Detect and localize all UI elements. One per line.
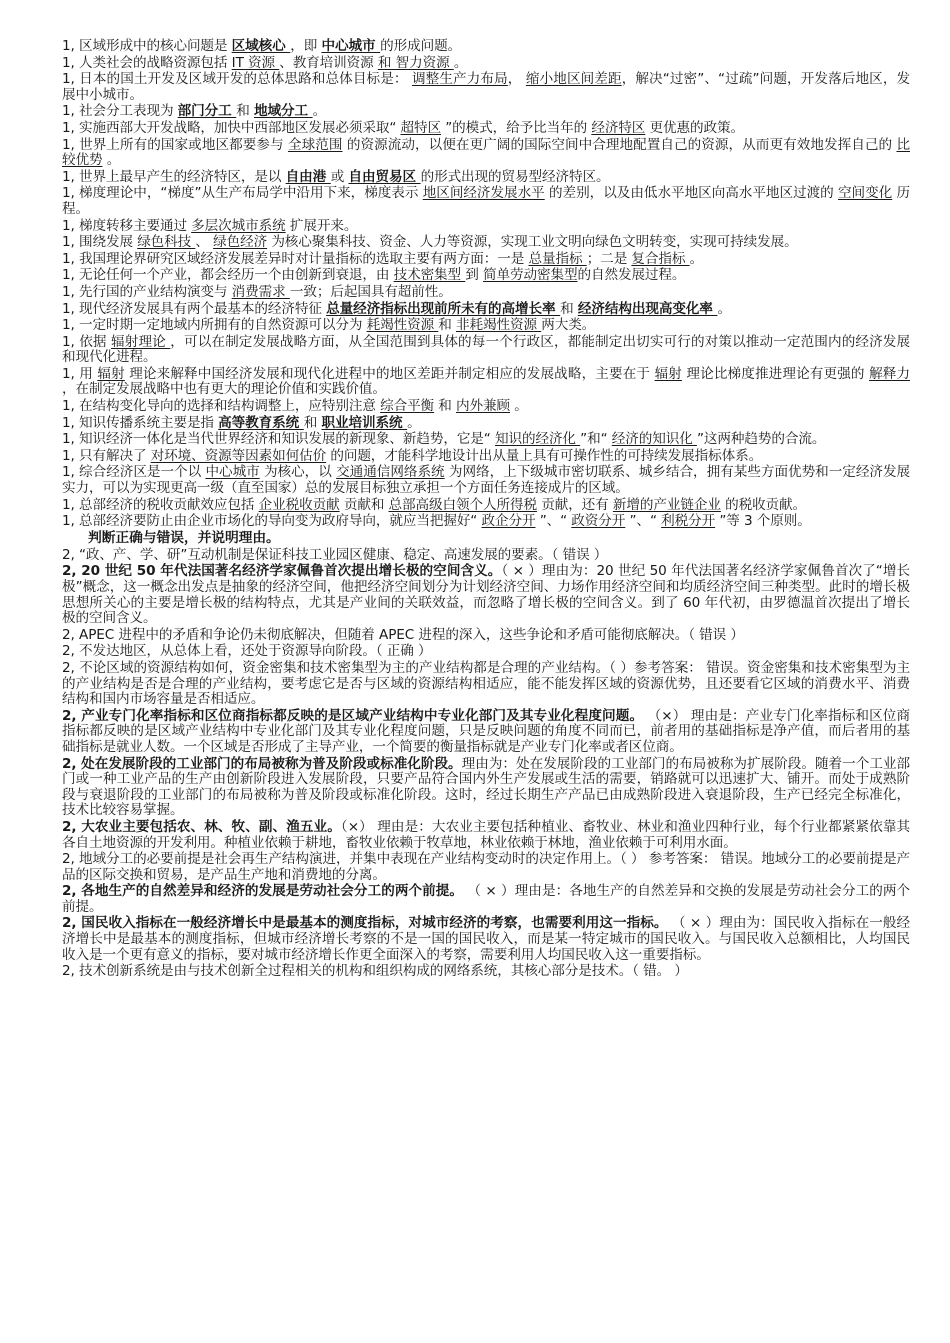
answer-blank: 交通通信网络系统 xyxy=(336,464,445,481)
answer-blank: 消费需求 xyxy=(231,283,290,300)
question-text: 更优惠的政策。 xyxy=(645,119,744,136)
answer-blank: 总量指标 xyxy=(528,250,587,267)
answer-blank: 缩小地区间差距 xyxy=(525,71,622,88)
true-false-item xyxy=(62,628,910,644)
true-false-item xyxy=(62,820,910,851)
question-text: 2, 技术创新系统是由与技术创新全过程相关的机构和组织构成的网络系统，其核心部分是技术。（ 错。 ） xyxy=(62,963,688,980)
question-text: 的自然发展过程。 xyxy=(577,267,686,284)
question-text: 2, 处在发展阶段的工业部门的布局被称为普及阶段或标准化阶段。 xyxy=(62,755,462,772)
answer-blank: 利税分开 xyxy=(661,513,716,530)
question-text: 1, 围绕发展 xyxy=(62,234,138,251)
question-text: 1, 一定时期一定地域内所拥有的自然资源可以分为 xyxy=(62,317,367,334)
question-text: （ × ）理由是：各地生产的自然差异和交换的发展是劳动社会分工的两个前提。 xyxy=(62,883,910,915)
answer-blank: 高等教育系统 xyxy=(218,414,304,431)
question-text: 贡献，还有 xyxy=(536,496,613,513)
question-text: 的税收贡献。 xyxy=(720,496,807,513)
answer-blank: 辐射理论 xyxy=(111,333,171,350)
question-text: 的差别，以及由低水平地区向高水平地区过渡的 xyxy=(544,185,838,202)
document-page xyxy=(62,38,910,980)
question-text: 。 xyxy=(102,152,121,169)
fill-blank-item xyxy=(62,186,910,217)
question-text: 理论比梯度推进理论有更强的 xyxy=(681,365,870,382)
answer-blank: 中心城市 xyxy=(321,38,381,54)
fill-blank-item xyxy=(62,121,910,137)
true-false-item xyxy=(62,916,910,963)
question-text: 或 xyxy=(330,168,349,185)
answer-blank: 职业培训系统 xyxy=(321,414,408,431)
question-text: ， xyxy=(507,71,526,88)
question-text: ”等 3 个原则。 xyxy=(715,513,811,530)
answer-blank: 空间变化 xyxy=(837,185,893,202)
answer-blank: 经济特区 xyxy=(591,119,646,136)
answer-blank: 超特区 xyxy=(400,119,441,136)
fill-blank-item xyxy=(62,465,910,496)
question-text: 。 xyxy=(453,54,468,71)
question-text: 2, 国民收入指标在一般经济增长中是最基本的测度指标，对城市经济的考察，也需要利用这一指标。 xyxy=(62,915,668,932)
answer-blank: 部门分工 xyxy=(177,103,237,120)
fill-in-blank-section xyxy=(62,39,910,530)
answer-blank: 内外兼顾 xyxy=(456,398,510,415)
answer-blank: 多层次城市系统 xyxy=(191,217,286,234)
question-text: 和 xyxy=(303,414,322,431)
question-text: 1, 实施西部大开发战略，加快中西部地区发展必须采取“ xyxy=(62,119,401,136)
question-text: 1, 用 xyxy=(62,365,98,382)
answer-blank: 对环境、资源等因素如何估价 xyxy=(150,447,327,464)
question-text: 2, 产业专门化率指标和区位商指标都反映的是区域产业结构中专业化部门及其专业化程度问题。 xyxy=(62,707,644,724)
question-text: 1, 总部经济要防止由企业市场化的导向变为政府导向，就应当把握好“ xyxy=(62,513,482,530)
fill-blank-item xyxy=(62,285,910,301)
question-text: （ × ）理由为：国民收入指标在一般经济增长中是最基本的测度指标，但城市经济增长考察的不是一国的国民收入，而是某一特定城市的国民收入。与国民收入总额相比，人均国民收入是一个更有意义的指标，要对城市经济增长作更全面深入的考察，需要利用人均国民收入这一重要指标。 xyxy=(62,915,910,963)
answer-blank: 耗竭性资源 xyxy=(366,317,439,334)
question-text: 2, 不论区域的资源结构如何，资金密集和技术密集型为主的产业结构都是合理的产业结构。（ ）参考答案： 错误。资金密集和技术密集型为主的产业结构是否是合理的产业结构，要考虑它是否与区域的资源结构相适应，能不能发挥区域的资源优势，且还要看它区域的消费水平、消费结构和国内市场容量是否相适应。 xyxy=(62,659,910,708)
answer-blank: 调整生产力布局 xyxy=(412,71,508,88)
answer-blank: 知识的经济化 xyxy=(494,431,581,448)
fill-blank-item xyxy=(62,498,910,514)
answer-blank: 总量经济指标出现前所未有的高增长率 xyxy=(326,300,561,317)
question-text: ”、“ xyxy=(625,513,662,530)
question-text: 2, 各地生产的自然差异和经济的发展是劳动社会分工的两个前提。 xyxy=(62,883,464,900)
question-text: ，解决“过密”、“过疏”问题，开发落后地区，发展中小城市。 xyxy=(62,71,911,103)
answer-blank: 经济的知识化 xyxy=(611,431,697,448)
question-text: 的问题，才能科学地设计出从量上具有可操作性的可持续发展指标体系。 xyxy=(326,447,763,464)
question-text: 1, 日本的国土开发及区域开发的总体思路和总体目标是： xyxy=(62,71,412,88)
question-text: 。 xyxy=(509,398,528,415)
question-text: （×） 理由是：大农业主要包括种植业、畜牧业、林业和渔业四种行业，每个行业都紧紧依靠其各自土地资源的开发利用。种植业依赖于耕地，畜牧业依赖于牧草地，林业依赖于林地，渔业依赖于可利用水面。 xyxy=(62,818,910,851)
question-text: 一致；后起国具有超前性。 xyxy=(289,283,452,300)
question-text: 两大类。 xyxy=(541,317,596,334)
question-text: 1, 知识传播系统主要是指 xyxy=(62,414,219,431)
true-false-item xyxy=(62,709,910,756)
question-text: 1, 在结构变化导向的选择和结构调整上，应特别注意 xyxy=(62,398,381,415)
answer-blank: 政资分开 xyxy=(571,513,626,530)
fill-blank-item xyxy=(62,104,910,120)
fill-blank-item xyxy=(62,235,910,251)
answer-blank: 辐射 xyxy=(97,365,125,382)
question-text: 和 xyxy=(560,300,578,317)
question-text: ”这两种趋势的合流。 xyxy=(696,431,826,448)
question-text: ，即 xyxy=(290,38,322,54)
question-text: 1, 无论任何一个产业，都会经历一个由创新到衰退，由 xyxy=(62,267,394,284)
fill-blank-item xyxy=(62,219,910,235)
fill-blank-item xyxy=(62,72,910,103)
answer-blank: 综合平衡 xyxy=(380,398,435,415)
true-false-item xyxy=(62,884,910,915)
fill-blank-item xyxy=(62,367,910,398)
true-false-item xyxy=(62,964,910,980)
fill-blank-item xyxy=(62,138,910,169)
answer-blank: 复合指标 xyxy=(631,250,690,267)
question-text: 为核心，以 xyxy=(259,464,337,481)
true-false-item xyxy=(62,548,910,564)
question-text: 理论来解释中国经济发展和现代化进程中的地区差距并制定相应的发展战略，主要在于 xyxy=(124,365,655,382)
fill-blank-item xyxy=(62,432,910,448)
question-text: 1, 总部经济的税收贡献效应包括 xyxy=(62,496,259,513)
section-heading: 判断正确与错误，并说明理由。 xyxy=(88,529,280,546)
question-text: 。 xyxy=(717,300,731,317)
question-text: 1, 现代经济发展具有两个最基本的经济特征 xyxy=(62,300,327,317)
question-text: ，在制定发展战略中也有更大的理论价值和实践价值。 xyxy=(62,381,386,398)
question-text: 和 xyxy=(434,398,456,415)
question-text: 。 xyxy=(689,250,704,267)
question-text: ；二是 xyxy=(586,250,632,267)
answer-blank: 总部高级白领个人所得税 xyxy=(388,496,537,513)
answer-blank: 企业税收贡献 xyxy=(258,496,340,513)
fill-blank-item xyxy=(62,170,910,186)
answer-blank: 自由贸易区 xyxy=(348,168,421,185)
answer-blank: 经济结构出现高变化率 xyxy=(577,300,718,317)
fill-blank-item xyxy=(62,335,910,366)
fill-blank-item xyxy=(62,399,910,415)
answer-blank: 自由港 xyxy=(285,168,331,185)
true-false-item xyxy=(62,852,910,883)
question-text: 1, 区域形成中的核心问题是 xyxy=(62,38,232,54)
question-text: 的资源流动，以便在更广阔的国际空间中合理地配置自己的资源，从而更有效地发挥自己的 xyxy=(342,136,897,153)
question-text: 和 xyxy=(236,103,254,120)
answer-blank: 全球范围 xyxy=(287,136,343,153)
answer-blank: 政企分开 xyxy=(481,513,536,530)
question-text: 1, 社会分工表现为 xyxy=(62,103,178,120)
question-text: ，可以在制定发展战略方面，从全国范围到具体的每一个行政区，都能制定出切实可行的对策以推动一定范围内的经济发展和现代化进程。 xyxy=(62,333,911,366)
answer-blank: 技术密集型 xyxy=(393,267,466,284)
question-text: ”的模式，给予比当年的 xyxy=(441,119,592,136)
question-text: 。 xyxy=(312,103,327,120)
fill-blank-item xyxy=(62,318,910,334)
question-text: 1, 梯度理论中，“梯度”从生产布局学中沿用下来，梯度表示 xyxy=(62,185,423,202)
answer-blank: 和 智力资源 xyxy=(377,54,454,71)
fill-blank-item xyxy=(62,449,910,465)
true-false-item xyxy=(62,644,910,660)
question-text: （×） 理由是：产业专门化率指标和区位商指标都反映的是区域产业结构中专业化部门及其专业化程度问题，只是反映问题的角度不同而已，前者用的基础指标是净产值，而后者用的基础指标是就业人数。一个区域是否形成了主导产业，一个简要的衡量指标就是产业专门化率或者区位商。 xyxy=(62,707,910,755)
question-text: 贡献和 xyxy=(339,496,389,513)
question-text: 1, 依据 xyxy=(62,333,112,350)
true-false-item xyxy=(62,661,910,708)
question-text: 为网络，上下级城市密切联系、城乡结合，拥有某些方面优势和一定经济发展实力，可以为实现更高一级（直至国家）总的发展目标独立承担一个方面任务连接成片的区域。 xyxy=(62,464,911,497)
answer-blank: IT 资源 xyxy=(231,54,280,71)
fill-blank-item xyxy=(62,302,910,318)
question-text: 到 xyxy=(465,267,483,284)
question-text: 1, 世界上最早产生的经济特区，是以 xyxy=(62,168,286,185)
true-false-item xyxy=(62,564,910,626)
answer-blank: 新增的产业链企业 xyxy=(612,496,721,513)
question-text: 的形式出现的贸易型经济特区。 xyxy=(420,168,610,185)
question-text: 2, “政、产、学、研”互动机制是保证科技工业园区健康、稳定、高速发展的要素。（ 错误 ） xyxy=(62,546,608,563)
fill-blank-item xyxy=(62,514,910,530)
question-text: 1, 综合经济区是一个以 xyxy=(62,464,206,481)
question-text: 2, 地域分工的必要前提是社会再生产结构演进，并集中表现在产业结构变动时的决定作用上。（ ） 参考答案： 错误。地域分工的必要前提是产品的区际交换和贸易，是产品生产地和消费地的分离。 xyxy=(62,851,910,883)
fill-blank-item xyxy=(62,39,910,55)
answer-blank: 非耗竭性资源 xyxy=(456,317,542,334)
question-text: 2, 大农业主要包括农、林、牧、副、渔五业。 xyxy=(62,818,341,835)
question-text: 2, 不发达地区，从总体上看，还处于资源导向阶段。（ 正确 ） xyxy=(62,643,432,660)
answer-blank: 区域核心 xyxy=(231,38,291,54)
question-text: 、 xyxy=(195,234,214,251)
question-text: 1, 我国理论界研究区域经济发展差异时对计量指标的选取主要有两方面：一是 xyxy=(62,250,529,267)
true-false-item xyxy=(62,757,910,819)
question-text: 历程。 xyxy=(62,185,910,217)
fill-blank-item xyxy=(62,268,910,284)
question-text: 。 xyxy=(407,414,421,431)
answer-blank: 辐射 xyxy=(654,365,682,382)
question-text: 1, 世界上所有的国家或地区都要参与 xyxy=(62,136,288,153)
question-text: 和 xyxy=(438,317,457,334)
question-text: 2, 20 世纪 50 年代法国著名经济学家佩鲁首次提出增长极的空间含义。 xyxy=(62,563,502,580)
question-text: 1, 只有解决了 xyxy=(62,447,151,464)
question-text: 扩展开来。 xyxy=(285,217,358,234)
question-text: 1, 知识经济一体化是当代世界经济和知识发展的新现象、新趋势，它是“ xyxy=(62,431,495,448)
fill-blank-item xyxy=(62,56,910,72)
question-text: 理由为：处在发展阶段的工业部门的布局被称为扩展阶段。随着一个工业部门或一种工业产品的生产由创新阶段进入发展阶段，只要产品符合国内外生产发展或生活的需要，销路就可以迅速扩大、铺开。而处于成熟阶段与衰退阶段的工业部门的布局被称为普及阶段或标准化阶段。这时，经过长期生产产品已由成熟阶段进入衰退阶段，生产已经完全标准化，技术比较容易掌握。 xyxy=(62,755,910,819)
fill-blank-item xyxy=(62,416,910,432)
question-text: 为核心聚集科技、资金、人力等资源，实现工业文明向绿色文明转变，实现可持续发展。 xyxy=(267,234,798,251)
fill-blank-item xyxy=(62,252,910,268)
question-text: ”、“ xyxy=(535,513,572,530)
answer-blank: 地区间经济发展水平 xyxy=(422,185,545,202)
answer-blank: 简单劳动密集型 xyxy=(483,267,578,284)
true-false-section xyxy=(62,548,910,980)
answer-blank: 绿色科技 xyxy=(137,234,196,251)
question-text: 1, 人类社会的战略资源包括 xyxy=(62,54,232,71)
answer-blank: 比较优势 xyxy=(62,136,910,169)
answer-blank: 绿色经济 xyxy=(213,234,268,251)
answer-blank: 中心城市 xyxy=(205,464,260,481)
question-text: 1, 梯度转移主要通过 xyxy=(62,217,192,234)
answer-blank: 地域分工 xyxy=(254,103,313,120)
question-text: 的形成问题。 xyxy=(380,38,462,54)
question-text: 2, APEC 进程中的矛盾和争论仍未彻底解决，但随着 APEC 进程的深入，这些争论和矛盾可能彻底解决。（ 错误 ） xyxy=(62,626,744,643)
question-text: 1, 先行国的产业结构演变与 xyxy=(62,283,232,300)
question-text: （ × ）理由为：20 世纪 50 年代法国著名经济学家佩鲁首次了“增长极”概念，这一概念出发点是抽象的经济空间，他把经济空间划分为计划经济空间、力场作用经济空间和均质经济空间三种类型。此时的增长极思想所关心的主要是增长极的结构特点，尤其是产业间的关联效益，而忽略了增长极的空间含义。到了 60 年代初，由罗德温首次提出了增长极的空间含义。 xyxy=(62,563,911,627)
answer-blank: 解释力 xyxy=(869,365,910,382)
question-text: 、教育培训资源 xyxy=(279,54,378,71)
question-text: ”和“ xyxy=(580,431,612,448)
